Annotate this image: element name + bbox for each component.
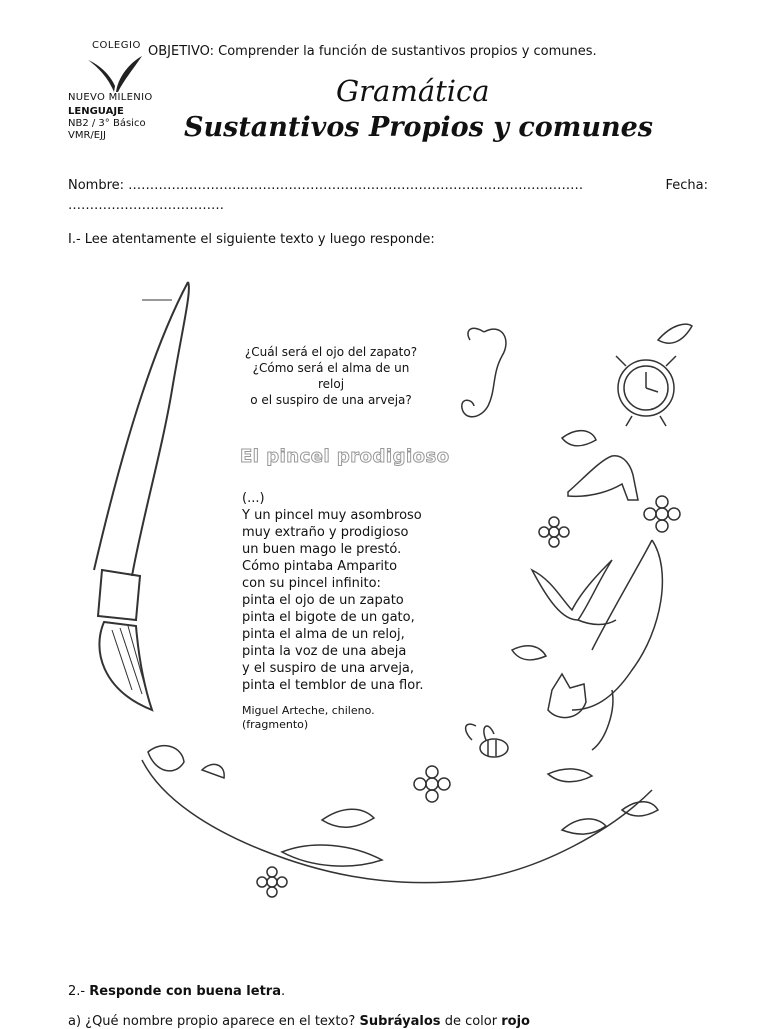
objective-text: OBJETIVO: Comprender la función de sustantivos propios y comunes. [148, 44, 597, 59]
section-instruction: Responde con buena letra [89, 984, 281, 999]
leaf-icon [548, 769, 592, 782]
leaf-icon [512, 646, 546, 660]
section-number: 2.- [68, 984, 86, 999]
school-info [68, 106, 146, 142]
poem-line: un buen mago le prestó. [242, 542, 402, 557]
seahorse-icon [462, 328, 506, 416]
date-field[interactable]: ……………………………… [68, 198, 224, 213]
level-label: NB2 / 3° Básico [68, 118, 146, 129]
name-date-line [68, 178, 708, 193]
school-logo-bottom-text: NUEVO MILENIO [68, 92, 153, 103]
question-line: o el suspiro de una arveja? [250, 393, 412, 407]
author-name: Miguel Arteche, chileno. [242, 704, 375, 717]
school-logo-top-text: COLEGIO [92, 40, 141, 51]
flower-icon [539, 517, 569, 547]
poem-line: pinta el bigote de un gato, [242, 610, 415, 625]
page-title: Gramática [336, 74, 490, 108]
bee-icon [466, 724, 508, 757]
bird-icon [532, 560, 616, 625]
leaf-icon [562, 431, 596, 446]
poem-title: El pincel prodigioso [240, 446, 450, 467]
leaf-icon [322, 809, 374, 827]
poem-line: pinta el alma de un reloj, [242, 627, 405, 642]
source-note: (fragmento) [242, 718, 309, 731]
question-a-prefix: a) ¿Qué nombre propio aparece en el texto? [68, 1014, 360, 1029]
poem-author [242, 704, 375, 732]
alarm-clock-icon [616, 356, 676, 426]
section-2-heading [68, 984, 285, 999]
flower-icon [257, 867, 287, 897]
paintbrush-icon [94, 282, 189, 710]
subject-label: LENGUAJE [68, 106, 124, 117]
leaf-logo-icon [84, 52, 148, 94]
leaf-icon [658, 324, 692, 343]
teacher-code: VMR/EJJ [68, 130, 107, 141]
question-a [68, 1014, 530, 1029]
question-a-emphasis: Subráyalos [359, 1014, 441, 1029]
flower-branch-icon [142, 746, 658, 883]
page-subtitle: Sustantivos Propios y comunes [184, 112, 653, 143]
date-label: Fecha: [665, 178, 708, 193]
poem-line: pinta la voz de una abeja [242, 644, 407, 659]
question-line: ¿Cómo será el alma de un reloj [252, 361, 410, 391]
poem-body [242, 490, 423, 694]
question-line: ¿Cuál será el ojo del zapato? [244, 345, 418, 359]
poem-line: Cómo pintaba Amparito [242, 559, 398, 574]
flower-icon [414, 766, 450, 802]
section-period: . [280, 984, 286, 999]
illustration-questions [238, 344, 424, 408]
poem-line: con su pincel infinito: [242, 576, 381, 591]
question-a-middle: de color [440, 1014, 502, 1029]
poem-line: pinta el temblor de una flor. [242, 678, 424, 693]
poem-line: muy extraño y prodigioso [242, 525, 409, 540]
poem-line: Y un pincel muy asombroso [242, 508, 422, 523]
flower-icon [644, 496, 680, 532]
shoe-icon [568, 456, 638, 500]
poem-line: pinta el ojo de un zapato [242, 593, 404, 608]
poem-line: (...) [242, 491, 265, 506]
name-field[interactable]: Nombre: …………………………………………………………………………………………… [68, 178, 584, 193]
poem-line: y el suspiro de una arveja, [242, 661, 415, 676]
question-a-color: rojo [501, 1014, 530, 1029]
instruction-text: I.- Lee atentamente el siguiente texto y luego responde: [68, 232, 435, 247]
